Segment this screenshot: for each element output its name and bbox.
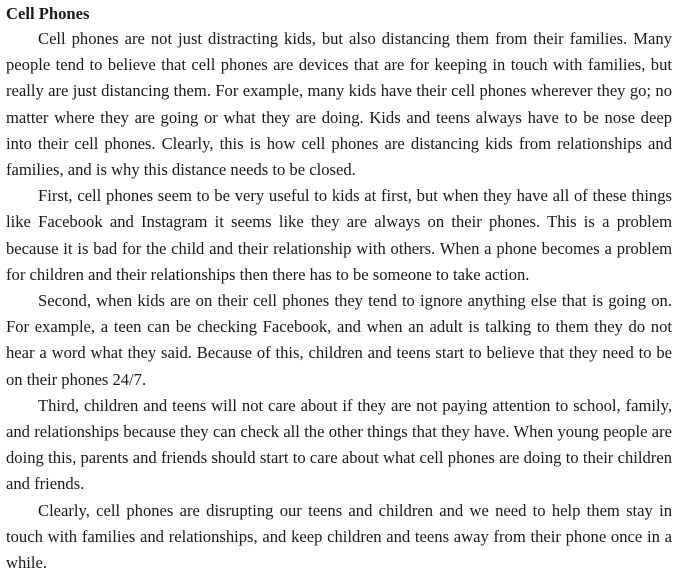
paragraph-first: First, cell phones seem to be very useful to kids at first, but when they have all of these things like Facebook and Instagram it seems like they are always on their phones. This is a problem because it is bad for the child and their relationship with others. When a phone becomes a problem for children and their relationships then there has to be someone to take action. xyxy=(6,186,672,284)
paragraph-third: Third, children and teens will not care about if they are not paying attention to school, family, and relationships because they can check all the other things that they have. When young people are doing this, parents and friends should start to care about what cell phones are doing to their children and friends. xyxy=(6,395,672,494)
paragraph-second: Second, when kids are on their cell phones they tend to ignore anything else that is going on. For example, a teen can be checking Facebook, and when an adult is talking to them they do not hear a word what they said. Because of this, children and teens start to believe that they need to be on their phones 24/7. xyxy=(6,291,672,389)
paragraph-conclusion: Clearly, cell phones are disrupting our teens and children and we need to help them stay in touch with families and relationships, and keep children and teens away from their phone once in a while. xyxy=(6,500,672,573)
paragraph-intro: Cell phones are not just distracting kids, but also distancing them from their families. Many people tend to believe that cell phones are devices that are for keeping in touch with families, but really are just distancing them. For example, many kids have their cell phones wherever they go; no matter where they are going or what they are doing. Kids and teens always have to be nose deep into their cell phones. Clearly, this is how cell phones are distancing kids from relationships and families, and is why this distance needs to be closed. xyxy=(6,29,672,180)
document-title: Cell Phones xyxy=(6,4,90,23)
document-page xyxy=(6,2,672,576)
